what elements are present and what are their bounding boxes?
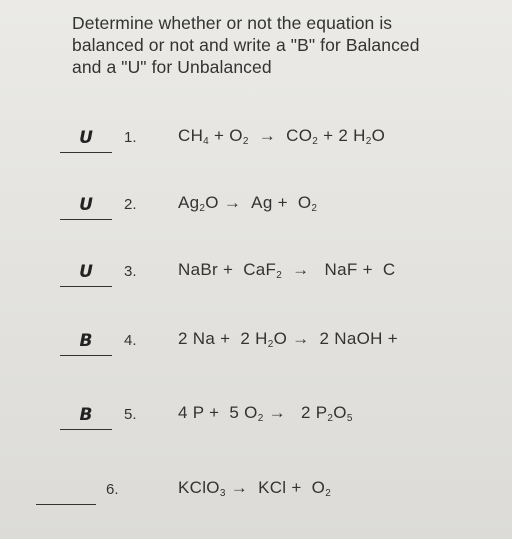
question-number: 2.	[124, 196, 137, 213]
question-row-4	[0, 329, 512, 369]
chemical-equation: 2 Na + 2 $H_2O \to 2$ NaOH +	[178, 329, 398, 350]
answer-blank[interactable]	[36, 478, 96, 505]
chemical-equation: 4 P + 5 $O_2 \to 2$ $P_2O_5$	[178, 403, 353, 424]
question-number: 4.	[124, 332, 137, 349]
question-number: 1.	[124, 129, 137, 146]
question-row-1	[0, 126, 512, 166]
answer-blank[interactable]: U	[60, 193, 112, 220]
chemical-equation: KClO$_3$ → KCl + $O_2$	[178, 478, 332, 499]
question-row-5	[0, 403, 512, 443]
answer-blank[interactable]: B	[60, 329, 112, 356]
question-number: 5.	[124, 406, 137, 423]
question-number: 3.	[124, 263, 137, 280]
instructions-line-3: and a "U" for Unbalanced	[72, 57, 272, 77]
chemical-equation: $Ag_2O \to Ag + O_2$	[178, 193, 318, 214]
answer-blank[interactable]: U	[60, 126, 112, 153]
answer-blank[interactable]: U	[60, 260, 112, 287]
answer-blank[interactable]: B	[60, 403, 112, 430]
question-row-6	[0, 478, 512, 518]
instructions-line-1: Determine whether or not the equation is	[72, 13, 393, 33]
question-row-3	[0, 260, 512, 300]
question-number: 6.	[106, 481, 119, 498]
instructions	[72, 12, 512, 78]
chemical-equation: NaBr + CaF$_2$ → NaF + C	[178, 260, 396, 281]
chemical-equation: $CH_4 + O_2 \to CO_2 + 2$ $H_2O$	[178, 126, 386, 147]
question-row-2	[0, 193, 512, 233]
instructions-line-2: balanced or not and write a "B" for Balanced	[72, 35, 420, 55]
